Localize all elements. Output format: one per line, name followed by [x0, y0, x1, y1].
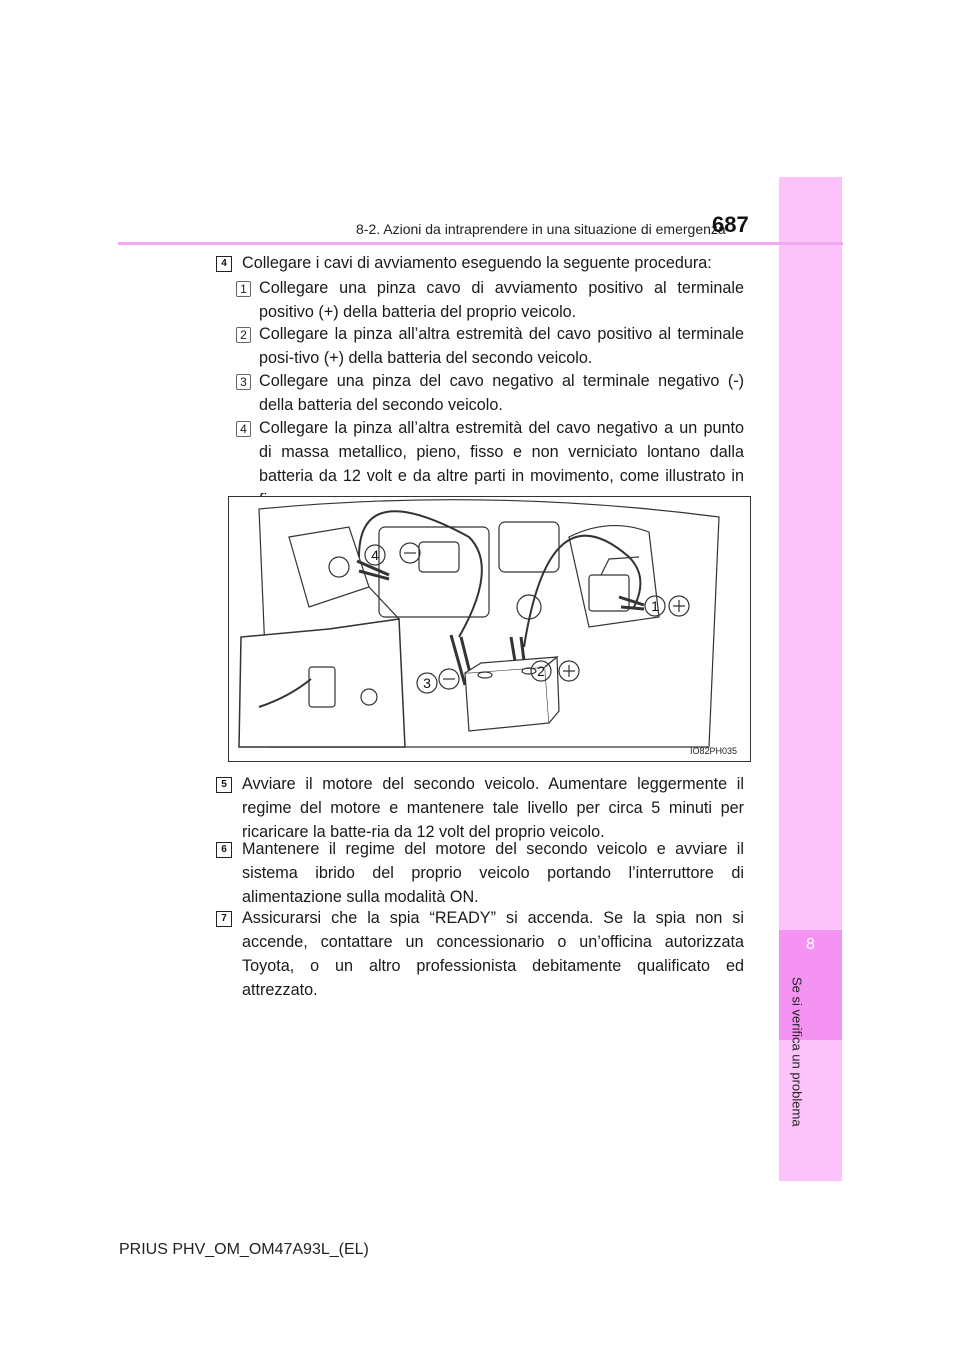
callout-label-3: 3 [423, 675, 431, 691]
step-4-text: Collegare i cavi di avviamento eseguendo la seguente procedura: [242, 254, 712, 272]
step-number-6: 6 [216, 842, 232, 858]
figure-code: IO82PH035 [690, 746, 738, 756]
callout-label-4: 4 [371, 547, 379, 563]
substep-1-text: Collegare una pinza cavo di avviamento positivo al terminale positivo (+) della batteria del proprio veicolo. [259, 279, 744, 321]
step-7-text: Assicurarsi che la spia “READY” si accenda. Se la spia non si accende, contattare un concessionario o un’officina autorizzata Toyota, o un altro professionista debitamente qualificato ed attrezzato. [242, 909, 744, 999]
jump-start-illustration [228, 496, 751, 762]
negative-cable [359, 511, 482, 637]
clamp-positive-own [619, 597, 644, 609]
substep-mark-3: 3 [236, 374, 251, 390]
step-5-text: Avviare il motore del secondo veicolo. Aumentare leggermente il regime del motore e mantenere tale livello per circa 5 minuti per ricaricare la batte-ria da 12 volt del proprio veicolo. [242, 775, 744, 841]
substep-mark-1: 1 [236, 281, 251, 297]
substep-3-text: Collegare una pinza del cavo negativo al terminale negativo (-) della batteria del secondo veicolo. [259, 372, 744, 414]
document-id: PRIUS PHV_OM_OM47A93L_(EL) [119, 1241, 369, 1258]
substep-2-text: Collegare la pinza all’altra estremità del cavo positivo al terminale posi-tivo (+) della batteria del secondo veicolo. [259, 325, 744, 367]
header-rule [118, 242, 843, 245]
callout-label-2: 2 [537, 663, 545, 679]
engine-bay-drawing [229, 497, 750, 761]
positive-cable [524, 536, 640, 647]
ground-point-inset [239, 619, 405, 747]
chapter-title: Se si verifica un problema [789, 977, 805, 1127]
step-number-4: 4 [216, 256, 232, 272]
step-6-text: Mantenere il regime del motore del secondo veicolo e avviare il sistema ibrido del proprio veicolo portando l’interruttore di alimentazione sulla modalità ON. [242, 840, 744, 906]
substep-mark-2: 2 [236, 327, 251, 343]
substep-4-text: Collegare la pinza all’altra estremità del cavo negativo a un punto di massa metallico, pieno, fisso e non verniciato lontano dalla batteria da 12 volt e da altre parti in movimento, come illustrato in [259, 419, 744, 485]
callout-label-1: 1 [651, 598, 659, 614]
step-number-7: 7 [216, 911, 232, 927]
substep-mark-4: 4 [236, 421, 251, 437]
chapter-number: 8 [806, 936, 815, 953]
clamp-ground [357, 561, 389, 579]
section-header: 8-2. Azioni da intraprendere in una situazione di emergenza [356, 221, 726, 237]
step-number-5: 5 [216, 777, 232, 793]
own-battery [589, 575, 629, 611]
page-number: 687 [712, 212, 749, 237]
